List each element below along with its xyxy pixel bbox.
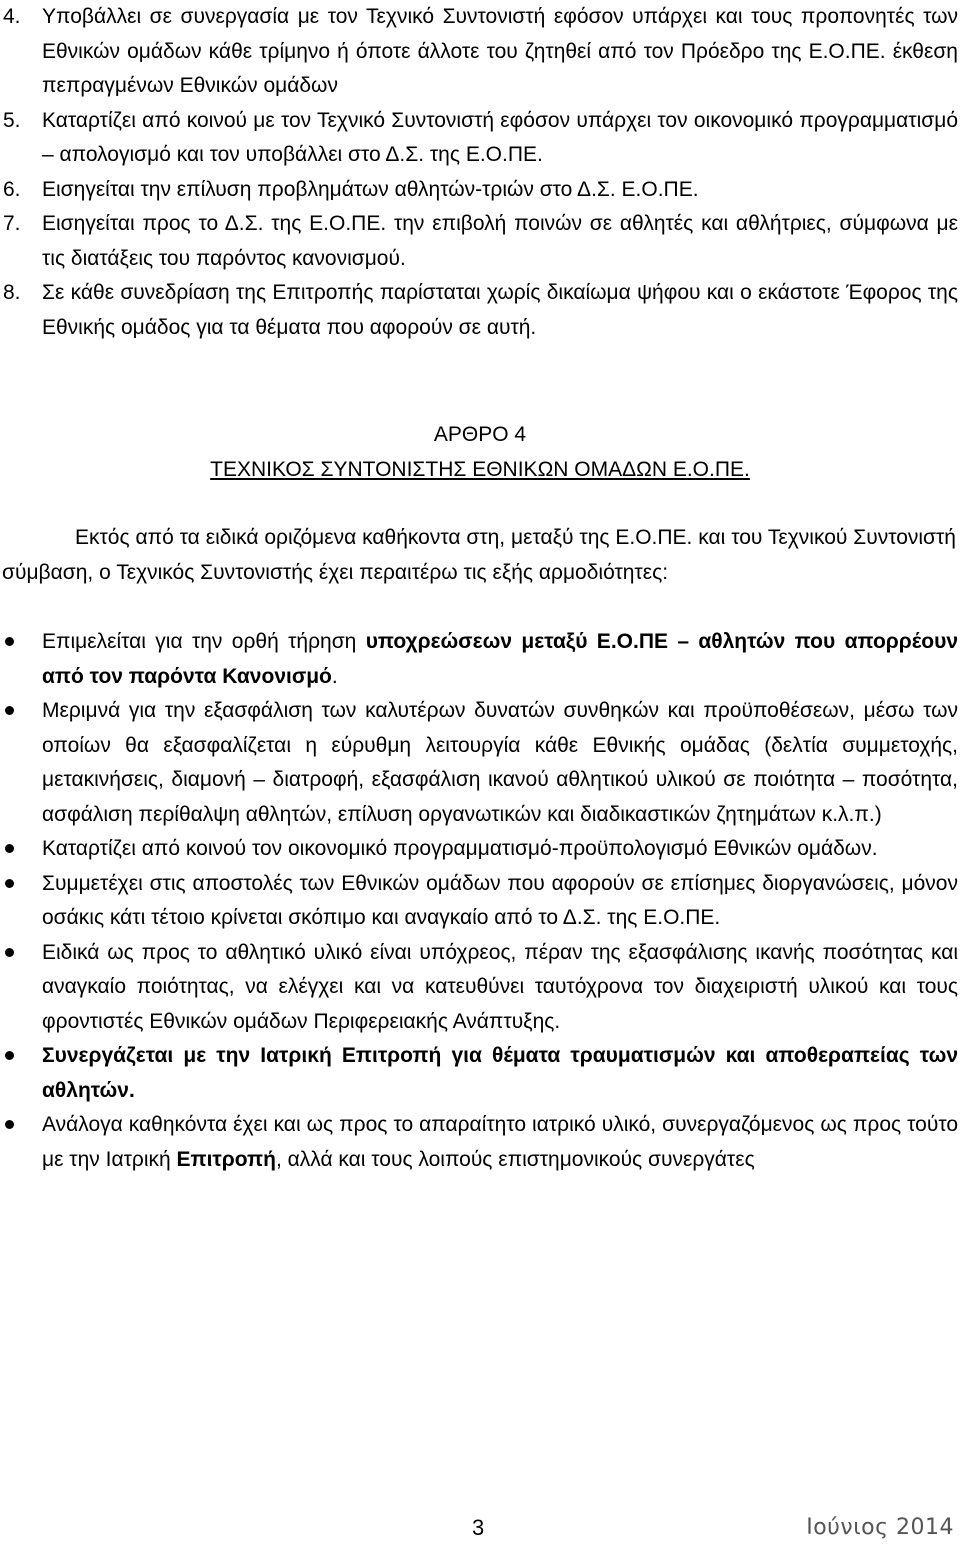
list-item: [0, 832, 958, 867]
bullet-text-bold: Επιτροπή: [176, 1147, 276, 1171]
bullet-text: .: [331, 664, 338, 688]
bullet-icon: [5, 1051, 14, 1060]
item-number: 6.: [3, 177, 21, 201]
bullet-text: Ειδικά ως προς το αθλητικό υλικό είναι υπόχρεος, πέραν της εξασφάλισης ικανής ποσότητας και αναγκαίο ποιότητας, να ελέγχει και να κατευθύνει ταυτόχρονα τον διαχειριστή υλικού και τους φροντιστές Εθνικών ομάδων Περιφερειακής Ανάπτυξης.: [42, 940, 958, 1033]
article-heading: [0, 418, 960, 487]
list-item: [0, 104, 958, 173]
bullet-icon: [5, 948, 14, 957]
bullet-icon: [5, 879, 14, 888]
list-item: [0, 1039, 958, 1108]
bullet-text: Ανάλογα καθηκόντα έχει και ως προς το απαραίτητο ιατρικό υλικό, συνεργαζόμενος ως προς τούτο με την Ιατρική: [42, 1113, 958, 1171]
item-text: Υποβάλλει σε συνεργασία με τον Τεχνικό Συντονιστή εφόσον υπάρχει και τους προπονητές των Εθνικών ομάδων κάθε τρίμηνο ή όποτε άλλοτε του ζητηθεί από τον Πρόεδρο της Ε.Ο.ΠΕ. έκθεση πεπραγμένων Εθνικών ομάδων: [42, 5, 958, 97]
list-item: [0, 625, 958, 694]
article-subtitle: ΤΕΧΝΙΚΟΣ ΣΥΝΤΟΝΙΣΤΗΣ ΕΘΝΙΚΩΝ ΟΜΑΔΩΝ Ε.Ο.ΠΕ.: [210, 457, 750, 481]
item-text: Εισηγείται την επίλυση προβλημάτων αθλητών-τριών στο Δ.Σ. Ε.Ο.ΠΕ.: [42, 177, 699, 201]
item-text: Εισηγείται προς το Δ.Σ. της Ε.Ο.ΠΕ. την επιβολή ποινών σε αθλητές και αθλήτριες, σύμφωνα με τις διατάξεις του παρόντος κανονισμού.: [42, 212, 958, 270]
bullet-list: [0, 625, 958, 1177]
item-number: 8.: [3, 281, 21, 304]
list-item: [0, 276, 958, 345]
bullet-text-bold: υποχρεώσεων μεταξύ Ε.Ο.ΠΕ – αθλητών που απορρέουν από τον παρόντα Κανονισμό: [42, 630, 958, 688]
bullet-text: Επιμελείται για την ορθή τήρηση: [42, 630, 366, 653]
item-text: Καταρτίζει από κοινού με τον Τεχνικό Συντονιστή εφόσον υπάρχει τον οικονομικό προγραμματισμό – απολογισμό και τον υποβάλλει στο Δ.Σ. της Ε.Ο.ΠΕ.: [42, 108, 958, 166]
intro-paragraph: Εκτός από τα ειδικά οριζόμενα καθήκοντα στη, μεταξύ της Ε.Ο.ΠΕ. και του Τεχνικού Συντονιστή σύμβαση, ο Τεχνικός Συντονιστής έχει περαιτέρω τις εξής αρμοδιότητες:: [2, 526, 956, 584]
item-number: 7.: [3, 212, 21, 235]
list-item: [0, 1108, 958, 1177]
bullet-icon: [5, 637, 14, 646]
list-item: [0, 867, 958, 936]
bullet-text: Μεριμνά για την εξασφάλιση των καλυτέρων δυνατών συνθηκών και προϋποθέσεων, μέσω των οποίων θα εξασφαλίζεται η εύρυθμη λειτουργία κάθε Εθνικής ομάδας (δελτία συμμετοχής, μετακινήσεις, διαμονή – διατροφή, εξασφάλιση ικανού αθλητικού υλικού σε ποιότητα – ποσότητα, ασφάλιση περίθαλψη αθλητών, επίλυση οργανωτικών και διαδικαστικών ζητημάτων κ.λ.π.): [42, 699, 958, 826]
bullet-text: , αλλά και τους λοιπούς επιστημονικούς συνεργάτες: [275, 1147, 755, 1171]
list-item: [0, 694, 958, 832]
bullet-text: Συμμετέχει στις αποστολές των Εθνικών ομάδων που αφορούν σε επίσημες διοργανώσεις, μόνον οσάκις κάτι τέτοιο κρίνεται σκόπιμο και αναγκαίο από το Δ.Σ. της Ε.Ο.ΠΕ.: [42, 871, 958, 929]
item-text: Σε κάθε συνεδρίαση της Επιτροπής παρίσταται χωρίς δικαίωμα ψήφου και ο εκάστοτε Έφορος της Εθνικής ομάδος για τα θέματα που αφορούν σε αυτή.: [42, 281, 958, 339]
numbered-list: [0, 0, 958, 345]
list-item: [0, 207, 958, 276]
bullet-icon: [5, 844, 14, 853]
list-item: [0, 173, 958, 208]
article-title: ΑΡΘΡΟ 4: [433, 423, 527, 446]
item-number: 5.: [3, 108, 21, 132]
bullet-icon: [5, 1120, 14, 1129]
footer-date: Ιούνιος 2014: [806, 1515, 954, 1540]
list-item: [0, 936, 958, 1040]
bullet-text: Καταρτίζει από κοινού τον οικονομικό προγραμματισμό-προϋπολογισμό Εθνικών ομάδων.: [42, 837, 878, 860]
item-number: 4.: [3, 5, 21, 28]
bullet-icon: [5, 706, 14, 715]
list-item: [0, 0, 958, 104]
page-number: 3: [472, 1515, 485, 1540]
bullet-text-bold: Συνεργάζεται με την Ιατρική Επιτροπή για θέματα τραυματισμών και αποθεραπείας των αθλητών.: [42, 1044, 958, 1102]
